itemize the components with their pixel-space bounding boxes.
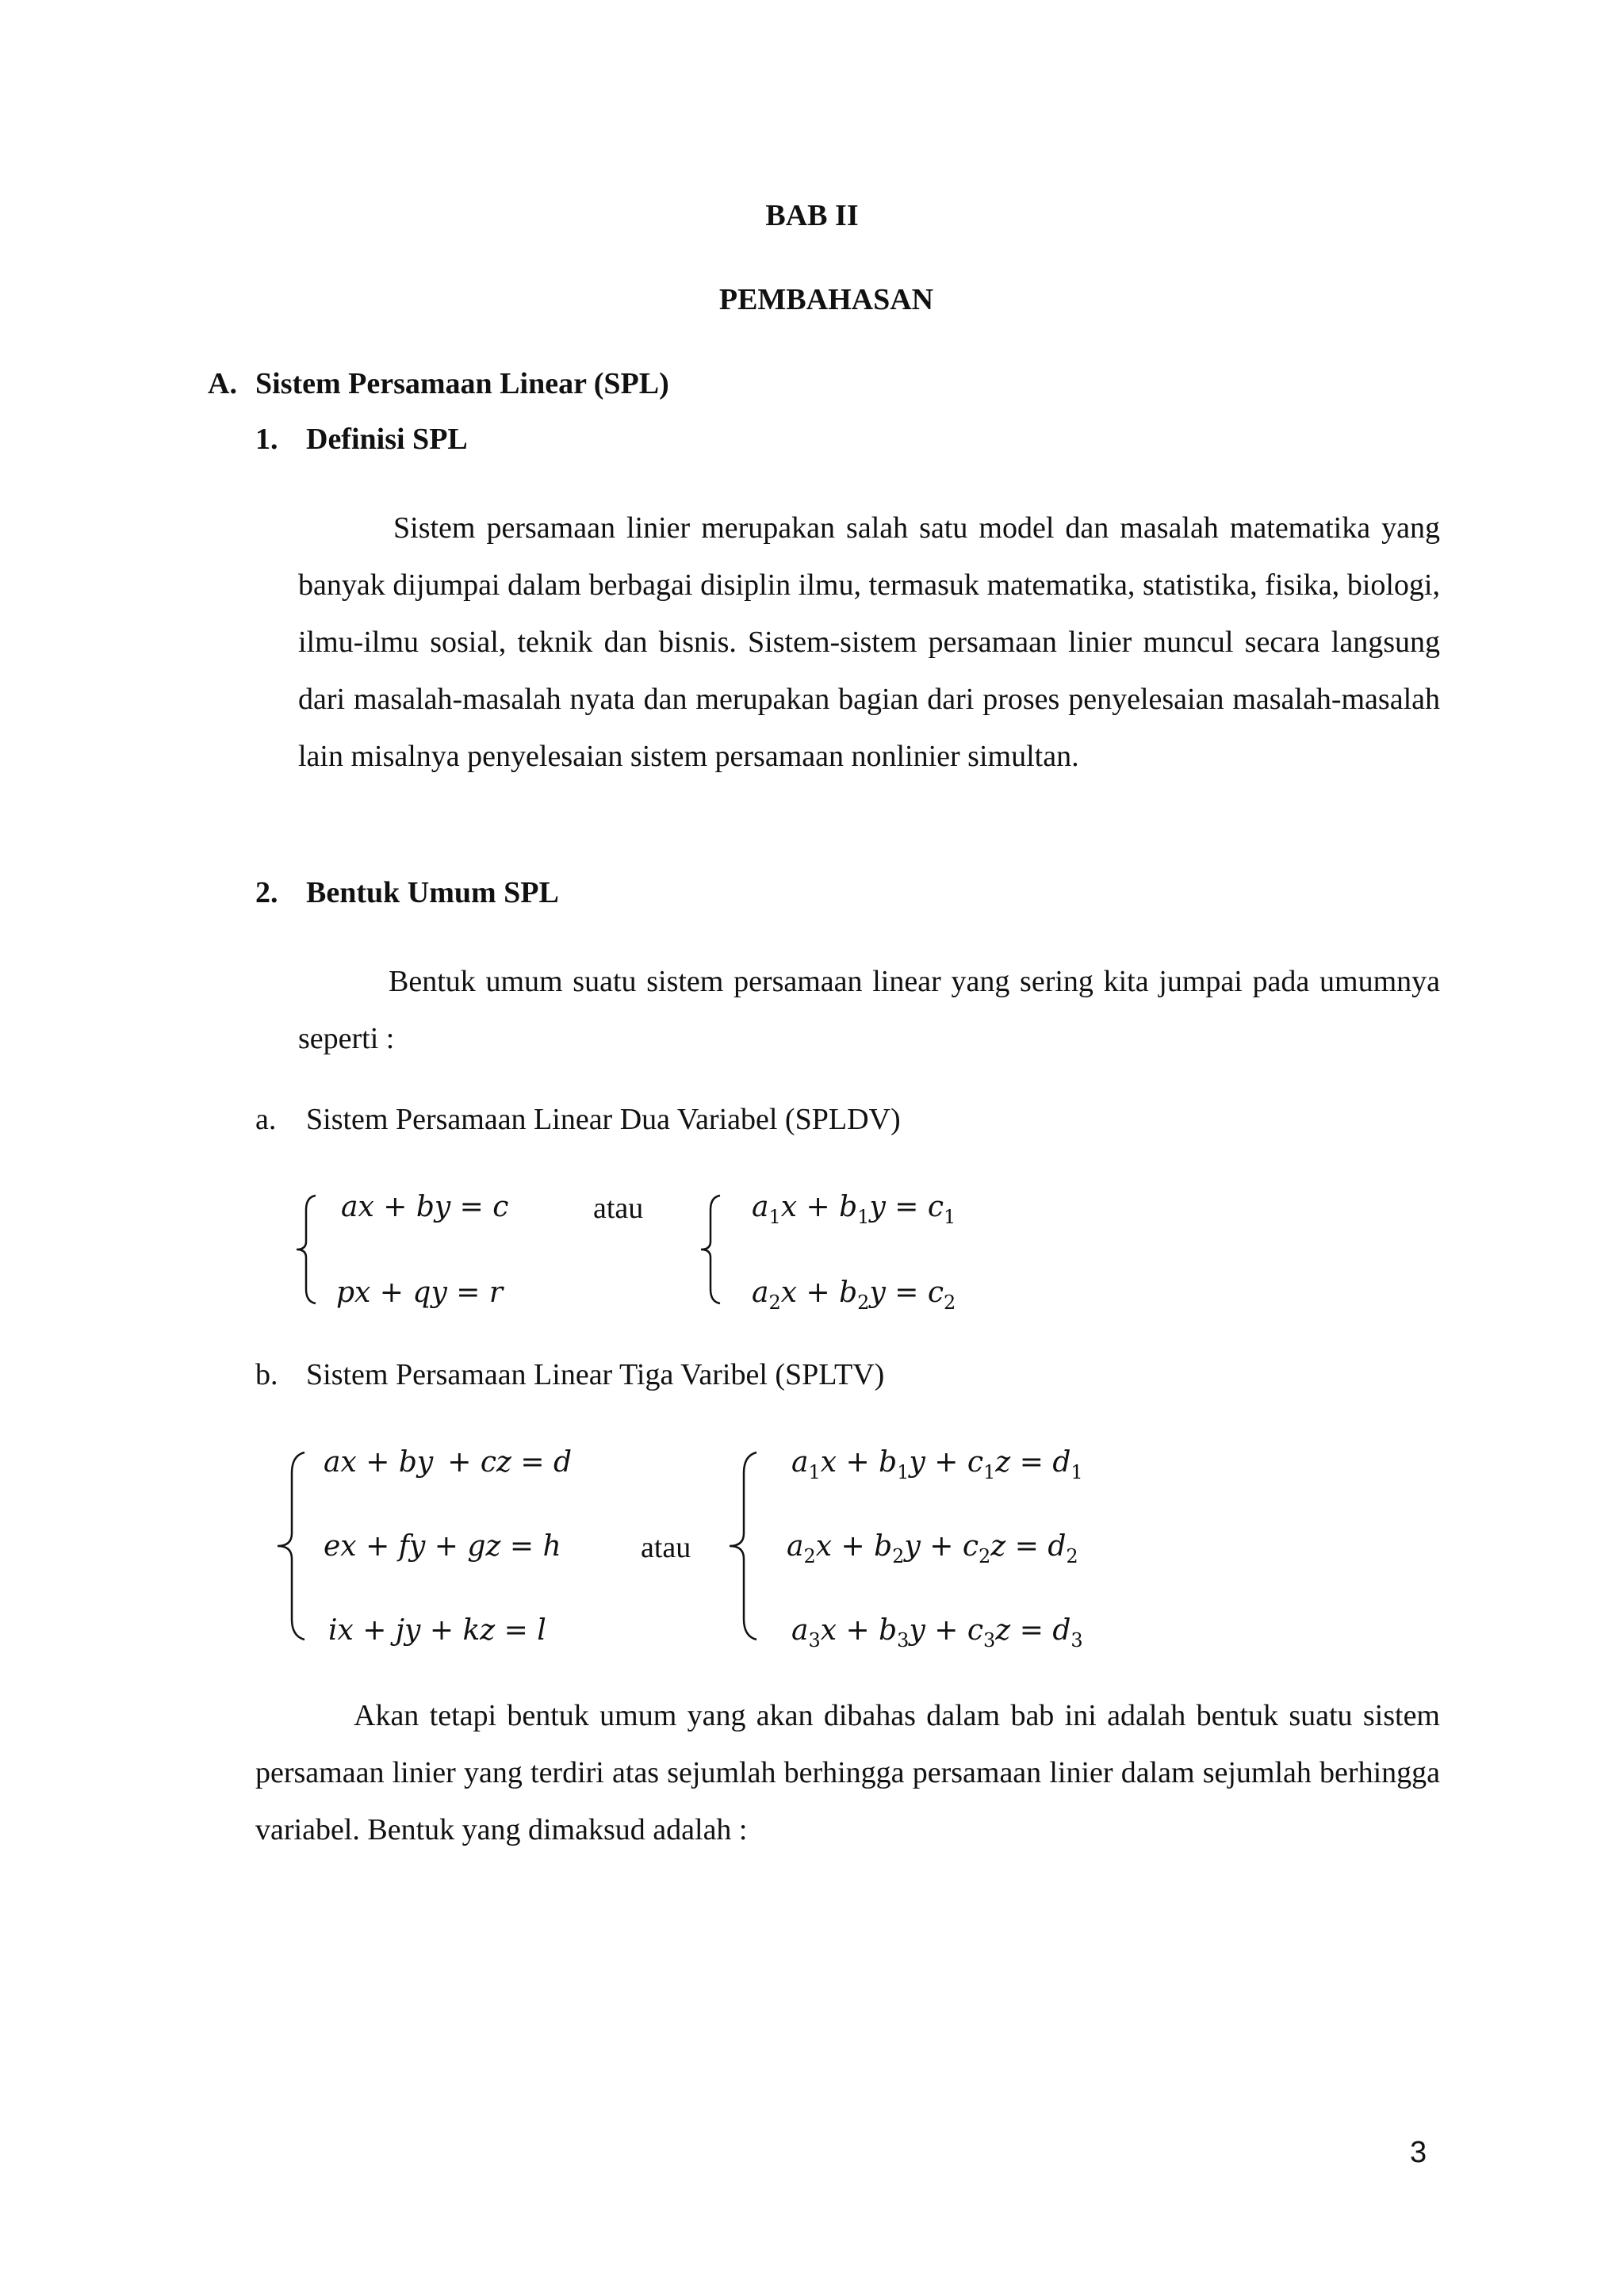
spldv-indexed-eq-2: $a_2x + b_2y = c_2$ xyxy=(752,1276,956,1314)
chapter-number: BAB II xyxy=(765,199,859,232)
spltv-eq-1: ax + by + cz = d xyxy=(324,1446,573,1479)
spldv-eq-1: ax + by = c xyxy=(341,1191,509,1223)
spltv-label: Sistem Persamaan Linear Tiga Varibel (SPLTV) xyxy=(306,1358,885,1391)
spldv-atau: atau xyxy=(593,1192,644,1225)
spltv-left-brace xyxy=(273,1451,309,1641)
subsection-1-title: Definisi SPL xyxy=(306,423,468,456)
subsection-2-marker: 2. xyxy=(255,876,278,909)
subsection-1-marker: 1. xyxy=(255,423,278,456)
spldv-right-brace xyxy=(696,1194,725,1305)
spltv-eq-3: ix + jy + kz = l xyxy=(328,1614,546,1647)
spldv-left-brace xyxy=(292,1194,320,1305)
spltv-right-brace xyxy=(725,1451,761,1641)
definition-paragraph: Sistem persamaan linier merupakan salah satu model dan masalah matematika yang banyak dijumpai dalam berbagai disiplin ilmu, termasuk matematika, statistika, fisika, biologi, ilmu-ilmu sosial, teknik dan bisnis. Sistem-sistem persamaan linier muncul secara langsung dari masalah-masalah nyata dan merupakan bagian dari proses penyelesaian masalah-masalah lain misalnya penyelesaian sistem persamaan nonlinier simultan. xyxy=(298,511,1440,773)
spldv-marker: a. xyxy=(255,1103,277,1136)
spltv-atau: atau xyxy=(641,1531,691,1564)
spldv-eq-2: px + qy = r xyxy=(336,1276,504,1309)
closing-paragraph: Akan tetapi bentuk umum yang akan dibahas dalam bab ini adalah bentuk suatu sistem persamaan linier yang terdiri atas sejumlah berhingga persamaan linier dalam sejumlah berhingga variabel. Bentuk yang dimaksud adalah : xyxy=(255,1699,1440,1846)
section-a-marker: A. xyxy=(208,367,237,400)
section-a-title: Sistem Persamaan Linear (SPL) xyxy=(255,367,669,400)
spltv-eq-2: ex + fy + gz = h xyxy=(324,1530,561,1563)
spltv-marker: b. xyxy=(255,1358,278,1391)
chapter-title: PEMBAHASAN xyxy=(718,283,934,316)
page-number: 3 xyxy=(1410,2136,1427,2169)
spltv-indexed-eq-1: $a_1x + b_1y + c_1z = d_1$ xyxy=(791,1446,1083,1483)
spltv-indexed-eq-2: $a_2x + b_2y + c_2z = d_2$ xyxy=(787,1530,1078,1567)
subsection-2-title: Bentuk Umum SPL xyxy=(306,876,559,909)
spldv-indexed-eq-1: $a_1x + b_1y = c_1$ xyxy=(752,1191,956,1228)
spldv-label: Sistem Persamaan Linear Dua Variabel (SPLDV) xyxy=(306,1103,901,1136)
spltv-indexed-eq-3: $a_3x + b_3y + c_3z = d_3$ xyxy=(791,1614,1083,1651)
general-form-paragraph: Bentuk umum suatu sistem persamaan linear yang sering kita jumpai pada umumnya seperti : xyxy=(298,965,1440,1055)
